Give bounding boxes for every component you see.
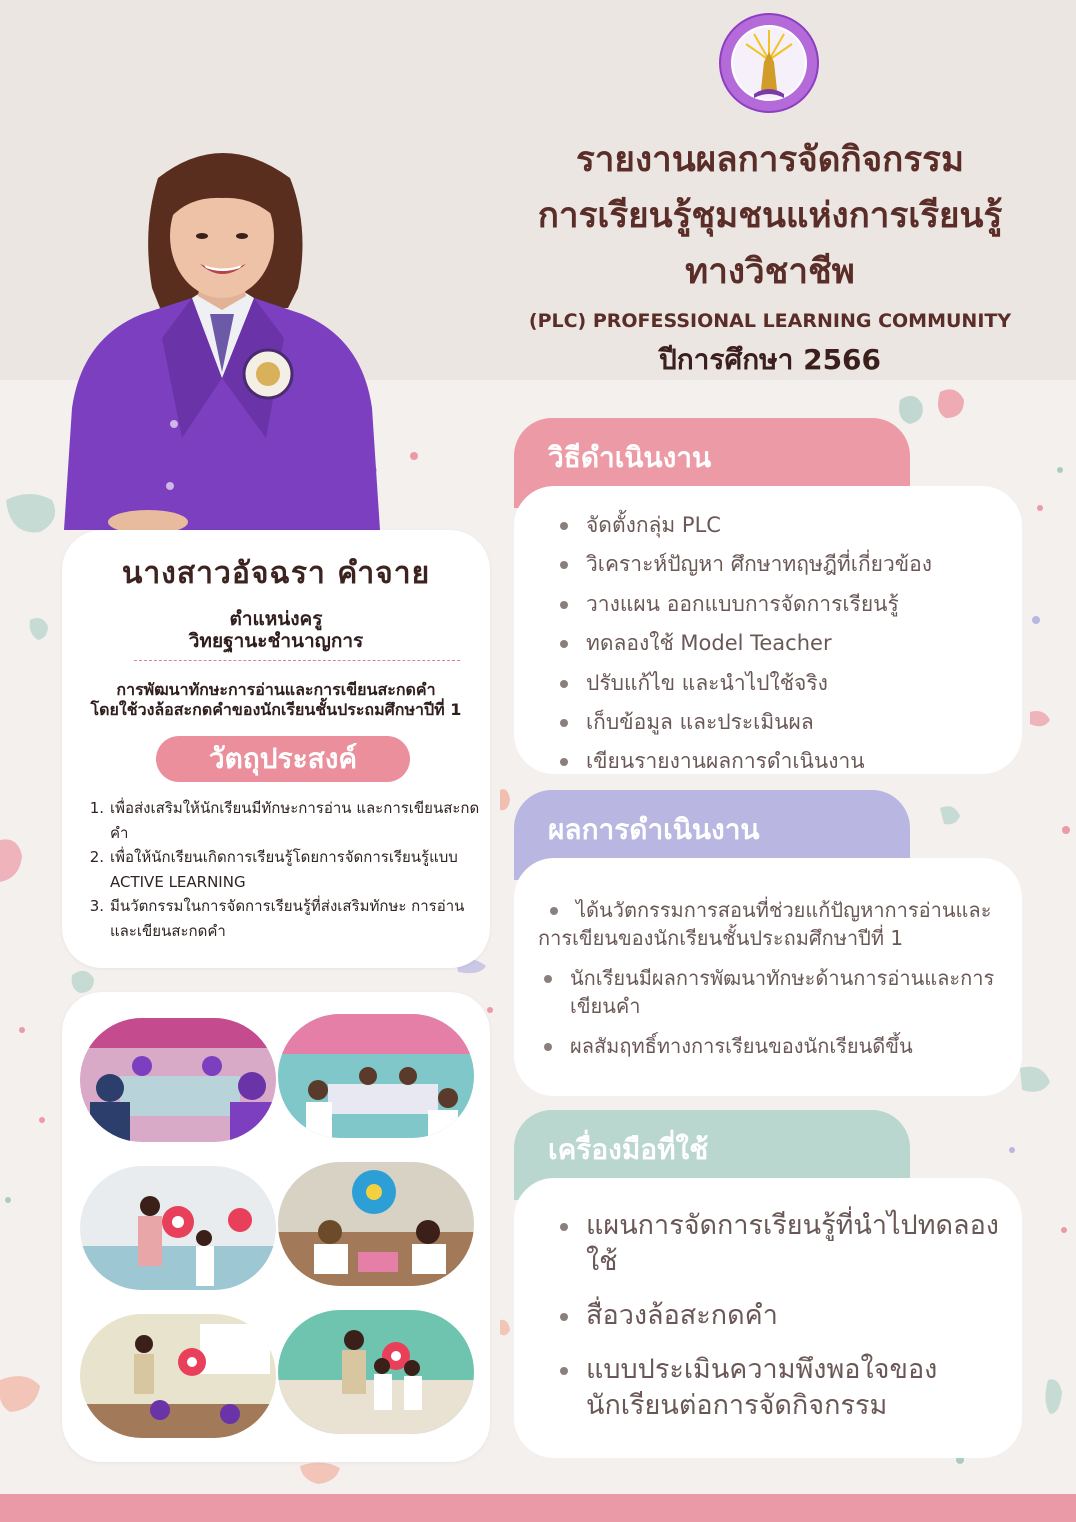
school-seal-logo: [718, 12, 820, 114]
bottom-band: [0, 1494, 1076, 1522]
list-item: สื่อวงล้อสะกดคำ: [554, 1298, 1014, 1334]
teacher-info-card: [62, 530, 490, 968]
methods-list: [554, 506, 1014, 782]
project-line: โดยใช้วงล้อสะกดคำของนักเรียนชั้นประถมศึกษาปีที่ 1: [90, 700, 462, 719]
title-line: การเรียนรู้ชุมชนแห่งการเรียนรู้: [537, 196, 1003, 236]
objective-text: มีนวัตกรรมในการจัดการเรียนรู้ที่ส่งเสริมทักษะ การอ่านและเขียนสะกดคำ: [110, 897, 465, 940]
list-item: จัดตั้งกลุ่ม PLC: [554, 506, 1014, 545]
methods-heading: วิธีดำเนินงาน: [548, 441, 712, 474]
objectives-heading: วัตถุประสงค์: [156, 736, 410, 782]
list-item: ปรับแก้ไข และนำไปใช้จริง: [554, 664, 1014, 703]
objectives-list: [84, 796, 484, 943]
list-item: เก็บข้อมูล และประเมินผล: [554, 703, 1014, 742]
objective-text: เพื่อส่งเสริมให้นักเรียนมีทักษะการอ่าน และการเขียนสะกดคำ: [110, 799, 480, 842]
list-item: แผนการจัดการเรียนรู้ที่นำไปทดลองใช้: [554, 1208, 1014, 1280]
academic-year: ปีการศึกษา 2566: [658, 343, 882, 376]
title-line: ทางวิชาชีพ: [685, 252, 855, 292]
objective-item: [84, 796, 484, 845]
list-item: แบบประเมินความพึงพอใจของนักเรียนต่อการจัดกิจกรรม: [554, 1352, 1014, 1424]
tools-panel: [514, 1178, 1022, 1458]
position-line: ตำแหน่งครู: [229, 608, 323, 630]
report-title-block: [470, 132, 1070, 382]
activity-photo-3: [80, 1166, 276, 1290]
objective-item: [84, 894, 484, 943]
teacher-portrait-photo: [62, 138, 382, 530]
list-item: ทดลองใช้ Model Teacher: [554, 624, 1014, 663]
activity-photo-5: [80, 1314, 276, 1438]
teacher-name: นางสาวอัจฉรา คำจาย: [121, 556, 431, 591]
tools-list: [554, 1208, 1014, 1442]
results-list: [538, 896, 1014, 1072]
objective-text: เพื่อให้นักเรียนเกิดการเรียนรู้โดยการจัดการเรียนรู้แบบ ACTIVE LEARNING: [110, 848, 458, 891]
objective-number: 3.: [89, 897, 104, 915]
list-item: วางแผน ออกแบบการจัดการเรียนรู้: [554, 585, 1014, 624]
activity-photos-card: [62, 992, 490, 1462]
activity-photo-2: [278, 1014, 474, 1138]
activity-photo-1: [80, 1018, 276, 1142]
results-heading: ผลการดำเนินงาน: [548, 813, 760, 846]
project-line: การพัฒนาทักษะการอ่านและการเขียนสะกดคำ: [116, 680, 436, 699]
tools-heading: เครื่องมือที่ใช้: [548, 1133, 709, 1166]
list-item: ผลสัมฤทธิ์ทางการเรียนของนักเรียนดีขึ้น: [538, 1032, 1014, 1060]
objective-item: [84, 845, 484, 894]
activity-photo-4: [278, 1162, 474, 1286]
list-item: ได้นวัตกรรมการสอนที่ช่วยแก้ปัญหาการอ่านและการเขียนของนักเรียนชั้นประถมศึกษาปีที่ 1: [538, 896, 1014, 952]
position-line: วิทยฐานะชำนาญการ: [188, 630, 364, 652]
list-item: เขียนรายงานผลการดำเนินงาน: [554, 742, 1014, 781]
list-item: วิเคราะห์ปัญหา ศึกษาทฤษฎีที่เกี่ยวข้อง: [554, 545, 1014, 584]
project-title: [62, 680, 490, 720]
activity-photo-6: [278, 1310, 474, 1434]
subtitle: (PLC) PROFESSIONAL LEARNING COMMUNITY: [528, 310, 1012, 332]
dashed-divider: [134, 660, 460, 661]
objective-number: 1.: [89, 799, 104, 817]
title-line: รายงานผลการจัดกิจกรรม: [575, 140, 965, 180]
results-panel: [514, 858, 1022, 1096]
teacher-position: [62, 608, 490, 652]
list-item: นักเรียนมีผลการพัฒนาทักษะด้านการอ่านและการเขียนคำ: [538, 964, 1014, 1020]
methods-panel: [514, 486, 1022, 774]
objective-number: 2.: [89, 848, 104, 866]
